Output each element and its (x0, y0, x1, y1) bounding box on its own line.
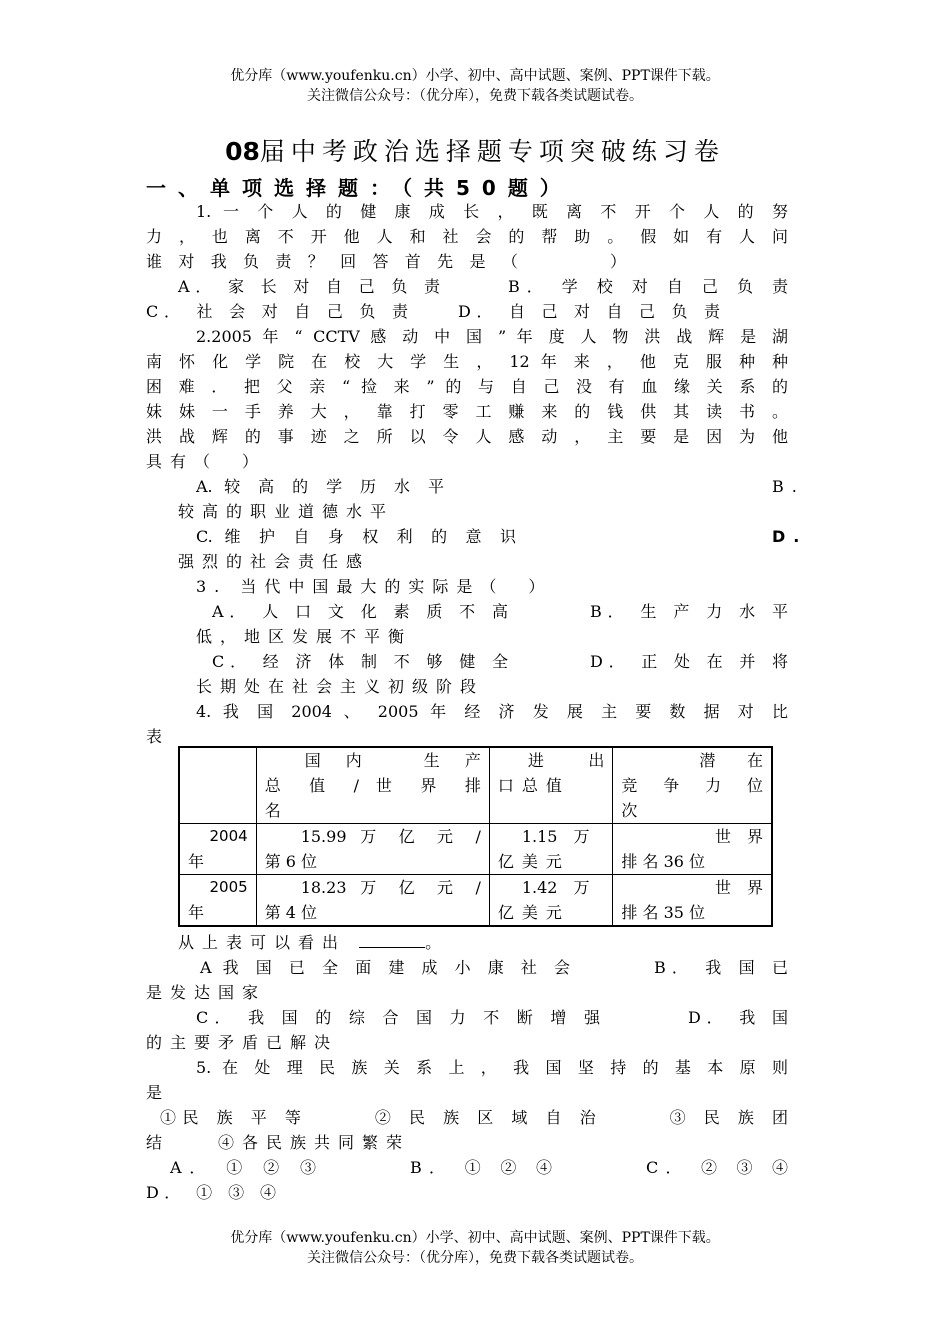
row-2005-gdp-2: 第 4 位 (264, 903, 318, 922)
q4-stem-text: 从上表可以看出 (178, 933, 347, 952)
q5-option-b: B． ① ② ④ (410, 1158, 552, 1177)
header-line-2: 关注微信公众号：（优分库），免费下载各类试题试卷。 (307, 88, 643, 104)
table-header-gdp (256, 747, 489, 824)
title-prefix: 08 (225, 137, 260, 166)
table-cell-competitiveness (613, 875, 772, 927)
row-2005-year: 2005 (209, 878, 248, 896)
row-2004-gdp-2: 第 6 位 (264, 852, 318, 871)
table-header-trade-1: 进 出 (527, 751, 605, 770)
q3-option-b-cont: 低，地区发展不平衡 (196, 627, 413, 646)
q4-option-d: D． 我 国 (688, 1008, 788, 1027)
row-2004-unit: 年 (188, 852, 205, 871)
q5-option-d: D． ① ③ ④ (146, 1183, 276, 1202)
q4-option-d-cont: 的主要矛盾已解决 (146, 1033, 339, 1052)
table-cell-year (179, 875, 256, 927)
q4-line-2: 表 (146, 727, 171, 746)
q2-option-b-text: 较高的职业道德水平 (178, 502, 395, 521)
table-cell-competitiveness (613, 824, 772, 875)
table-header-comp-2: 竞 争 力 位 (621, 776, 763, 795)
q2-line-2: 南 怀 化 学 院 在 校 大 学 生 ， 12 年 来 ， 他 克 服 种 种 (146, 352, 788, 371)
q2-line-4: 妹 妹 一 手 养 大 ， 靠 打 零 工 赚 来 的 钱 供 其 读 书 。 (146, 402, 788, 421)
table-row (179, 824, 772, 875)
row-2005-comp-1: 世 界 (714, 878, 763, 897)
table-row (179, 875, 772, 927)
row-2005-trade-1: 1.42 万 (521, 878, 590, 897)
q3-option-d: D． 正 处 在 并 将 (590, 652, 788, 671)
row-2004-gdp-1: 15.99 万 亿 元 / (300, 827, 481, 846)
page-title (0, 132, 950, 168)
header-line-1: 优分库（www.youfenku.cn）小学、初中、高中试题、案例、PPT课件下载。 (230, 68, 720, 84)
q5-line-1: 5. 在 处 理 民 族 关 系 上 ， 我 国 坚 持 的 基 本 原 则 (196, 1058, 788, 1077)
q1-line-2: 力 ， 也 离 不 开 他 人 和 社 会 的 帮 助 。 假 如 有 人 问 (146, 227, 788, 246)
q5-line-3: ①民 族 平 等 ② 民 族 区 域 自 治 ③ 民 族 团 (160, 1108, 788, 1127)
footer-line-1: 优分库（www.youfenku.cn）小学、初中、高中试题、案例、PPT课件下载。 (230, 1230, 720, 1246)
row-2005-comp-2: 排 名 35 位 (621, 903, 706, 922)
table-header-empty (179, 747, 256, 824)
row-2005-unit: 年 (188, 903, 205, 922)
q4-option-b: B． 我 国 已 (654, 958, 788, 977)
table-header-comp-3: 次 (621, 801, 638, 820)
table-cell-gdp (256, 875, 489, 927)
q1-option-b: B． 学 校 对 自 己 负 责 (508, 277, 788, 296)
q3-option-a: A． 人 口 文 化 素 质 不 高 (212, 602, 508, 621)
q4-stem-end: 。 (425, 933, 450, 952)
q3-option-c: C． 经 济 体 制 不 够 健 全 (212, 652, 508, 671)
q3-option-b: B． 生 产 力 水 平 (590, 602, 788, 621)
table-header-gdp-3: 名 (264, 801, 281, 820)
row-2005-trade-2: 亿美元 (497, 903, 570, 922)
q5-option-c: C． ② ③ ④ (646, 1158, 788, 1177)
q5-option-a: A． ① ② ③ (170, 1158, 316, 1177)
q2-option-d-text: 强烈的社会责任感 (178, 552, 371, 571)
q4-line-1: 4. 我 国 2004 、 2005 年 经 济 发 展 主 要 数 据 对 比 (196, 702, 788, 721)
title-text: 届中考政治选择题专项突破练习卷 (259, 137, 725, 166)
q2-line-6: 具有（ ） (146, 452, 267, 471)
q1-option-d: D． 自 己 对 自 己 负 责 (458, 302, 720, 321)
row-2005-gdp-1: 18.23 万 亿 元 / (300, 878, 481, 897)
q1-option-c: C． 社 会 对 自 己 负 责 (146, 302, 408, 321)
q2-line-3: 困 难 ． 把 父 亲 “ 捡 来 ” 的 与 自 己 没 有 血 缘 关 系 的 (146, 377, 788, 396)
table-cell-gdp (256, 824, 489, 875)
row-2004-trade-2: 亿美元 (497, 852, 570, 871)
q2-option-b-letter: B. (772, 477, 805, 496)
q2-option-a: A. 较 高 的 学 历 水 平 (196, 477, 444, 496)
table-header-trade-2: 口总值 (497, 776, 570, 795)
q1-line-3: 谁 对 我 负 责 ？ 回 答 首 先 是 （ ） (146, 252, 626, 271)
table-header-comp-1: 潜 在 (699, 751, 763, 770)
row-2004-trade-1: 1.15 万 (521, 827, 590, 846)
economy-data-table (178, 746, 773, 927)
q2-line-1: 2.2005 年 “ CCTV 感 动 中 国 ” 年 度 人 物 洪 战 辉 是 湖 (196, 327, 788, 346)
q5-line-4: 结 ④各民族共同繁荣 (146, 1133, 411, 1152)
q5-line-2: 是 (146, 1083, 171, 1102)
table-header-row (179, 747, 772, 824)
q3-line-1: 3. 当代中国最大的实际是（ ） (196, 577, 553, 596)
q2-line-5: 洪 战 辉 的 事 迹 之 所 以 令 人 感 动 ， 主 要 是 因 为 他 (146, 427, 788, 446)
q4-option-a: A 我 国 已 全 面 建 成 小 康 社 会 (200, 958, 570, 977)
q1-line-1: 1. 一 个 人 的 健 康 成 长 ， 既 离 不 开 个 人 的 努 (196, 202, 788, 221)
q4-stem (178, 930, 578, 955)
table-cell-trade (489, 824, 613, 875)
q1-option-a: A． 家 长 对 自 己 负 责 (178, 277, 440, 296)
table-cell-year (179, 824, 256, 875)
answer-blank (359, 931, 425, 948)
table-header-trade (489, 747, 613, 824)
row-2004-year: 2004 (209, 827, 248, 845)
q4-option-b-cont: 是发达国家 (146, 983, 267, 1002)
section-heading: 一、单项选择题：（共50题） (146, 176, 572, 200)
footer-line-2: 关注微信公众号：（优分库），免费下载各类试题试卷。 (307, 1250, 643, 1266)
q4-option-c: C． 我 国 的 综 合 国 力 不 断 增 强 (196, 1008, 600, 1027)
table-header-gdp-2: 总 值 / 世 界 排 (264, 776, 481, 795)
q2-option-c: C. 维 护 自 身 权 利 的 意 识 (196, 527, 516, 546)
table-cell-trade (489, 875, 613, 927)
row-2004-comp-2: 排 名 36 位 (621, 852, 706, 871)
table-header-gdp-1: 国 内 生 产 (304, 751, 481, 770)
q3-option-d-cont: 长期处在社会主义初级阶段 (196, 677, 485, 696)
row-2004-comp-1: 世 界 (714, 827, 763, 846)
q2-option-d-letter: D. (772, 527, 808, 546)
table-header-competitiveness (613, 747, 772, 824)
